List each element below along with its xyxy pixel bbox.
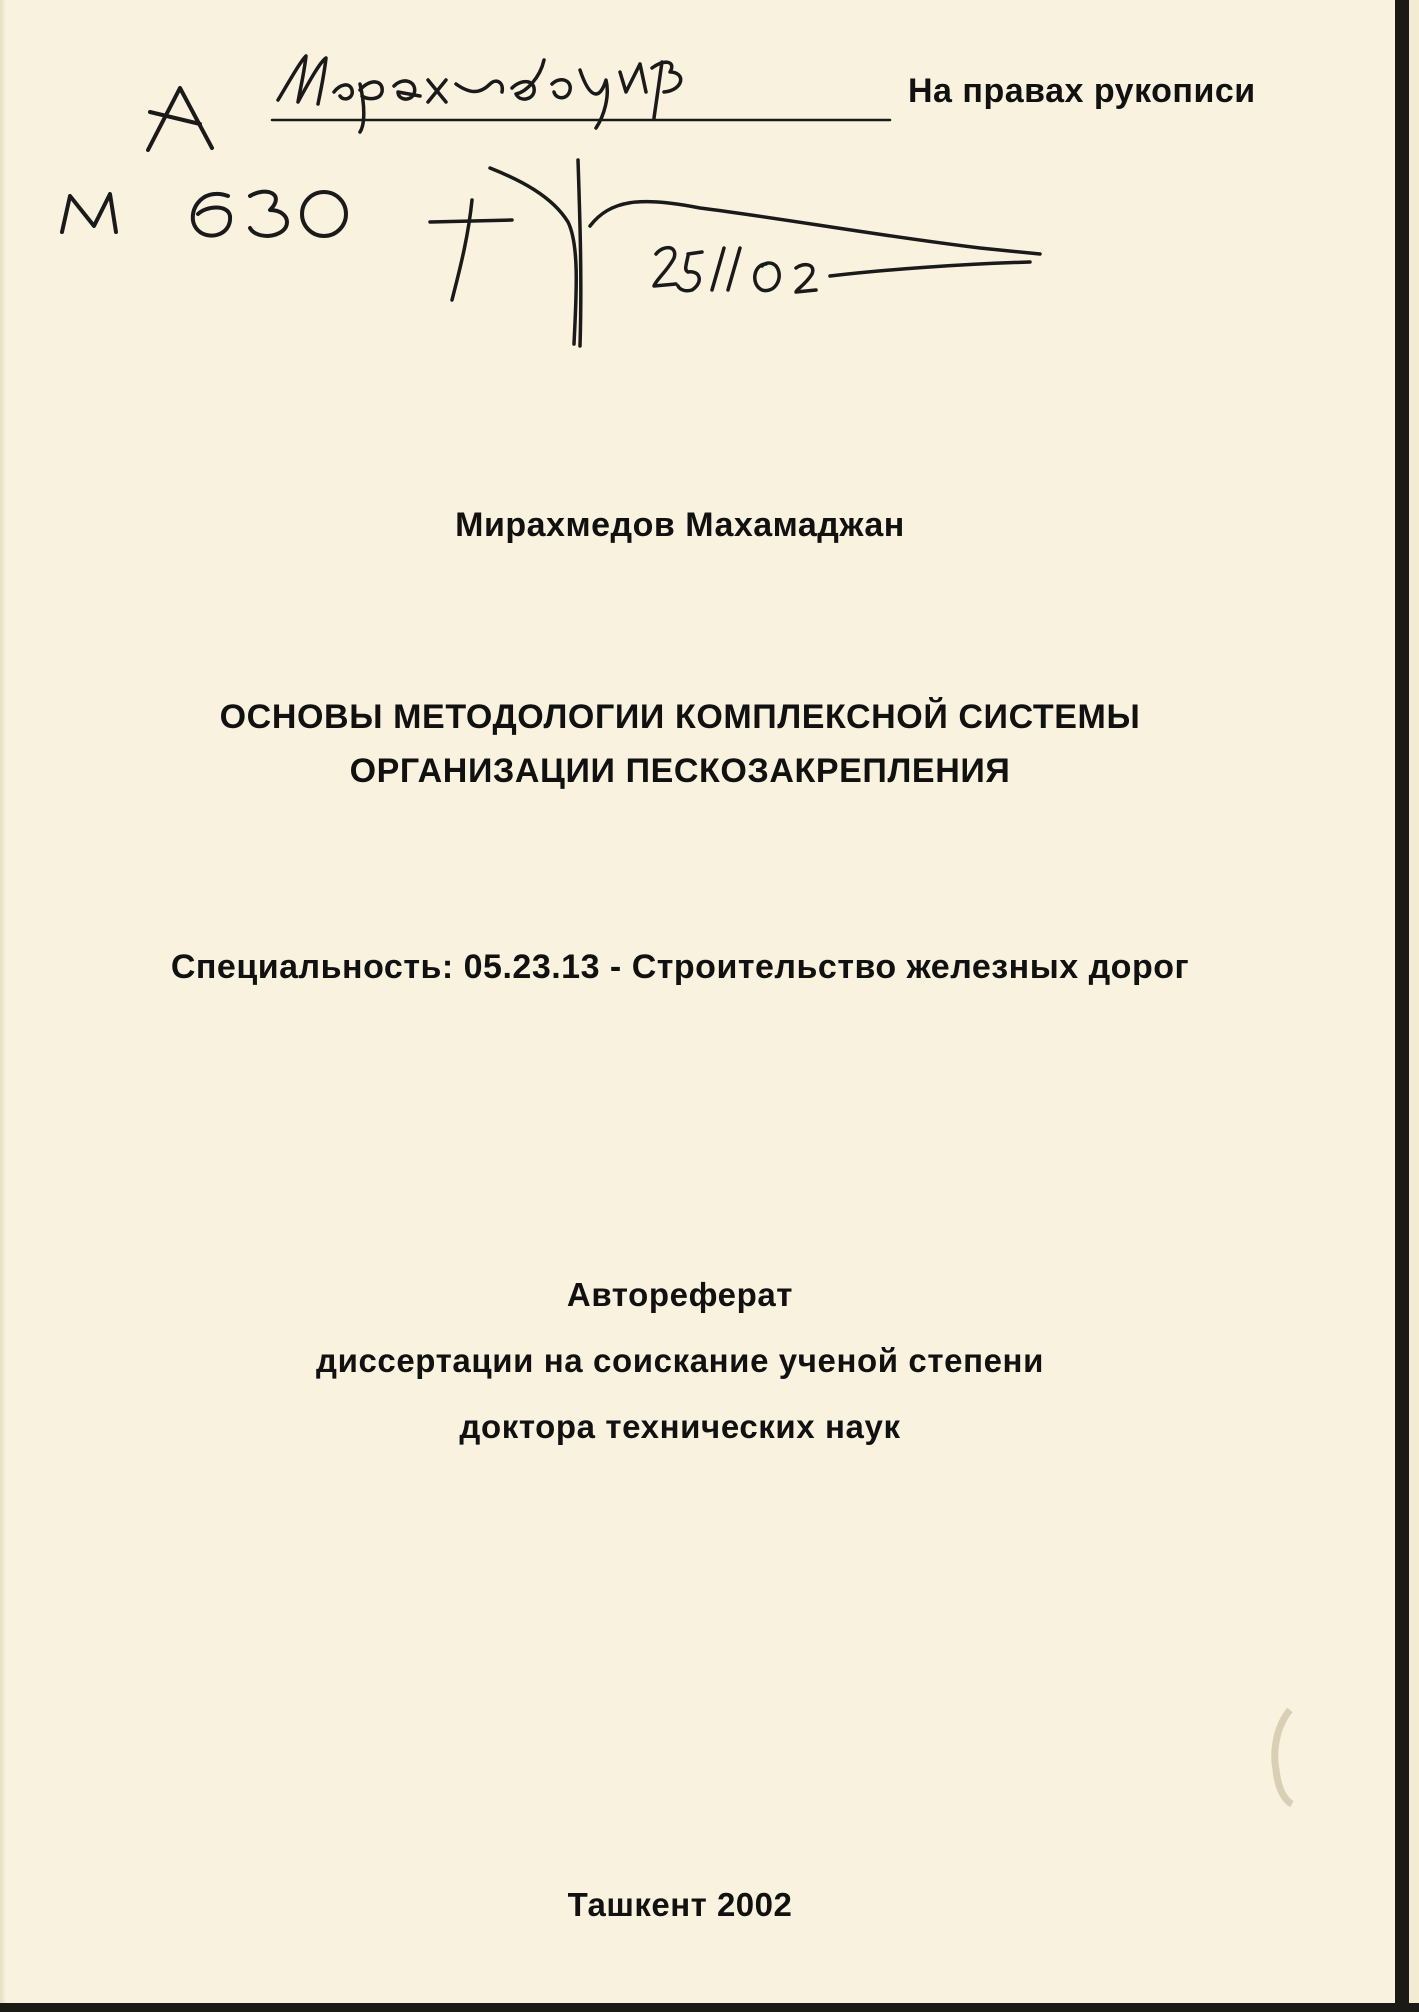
handwritten-date: [654, 248, 1030, 292]
author-name: Мирахмедов Махамаджан: [455, 506, 905, 544]
abstract-line: диссертации на соискание ученой степени: [316, 1342, 1044, 1379]
scan-smudge: [1250, 1700, 1310, 1830]
scan-bottom-edge: [0, 2003, 1419, 2012]
handwritten-resolution-marks: [430, 160, 1040, 346]
handwritten-library-code: [62, 192, 346, 236]
title-line: ОРГАНИЗАЦИИ ПЕСКОЗАКРЕПЛЕНИЯ: [349, 752, 1011, 790]
dissertation-title: [0, 690, 1360, 798]
abstract-line: доктора технических наук: [459, 1408, 901, 1445]
handwritten-letter-a: [148, 88, 212, 150]
title-line: ОСНОВЫ МЕТОДОЛОГИИ КОМПЛЕКСНОЙ СИСТЕМЫ: [219, 698, 1141, 736]
abstract-description: [0, 1262, 1360, 1460]
city-year: Ташкент 2002: [567, 1886, 793, 1923]
handwritten-annotations: [0, 0, 1419, 420]
abstract-line: Автореферат: [566, 1276, 794, 1313]
specialty-line: Специальность: 05.23.13 - Строительство железных дорог: [170, 948, 1190, 986]
handwritten-signature: [272, 56, 890, 132]
rights-note: На правах рукописи: [908, 72, 1256, 110]
